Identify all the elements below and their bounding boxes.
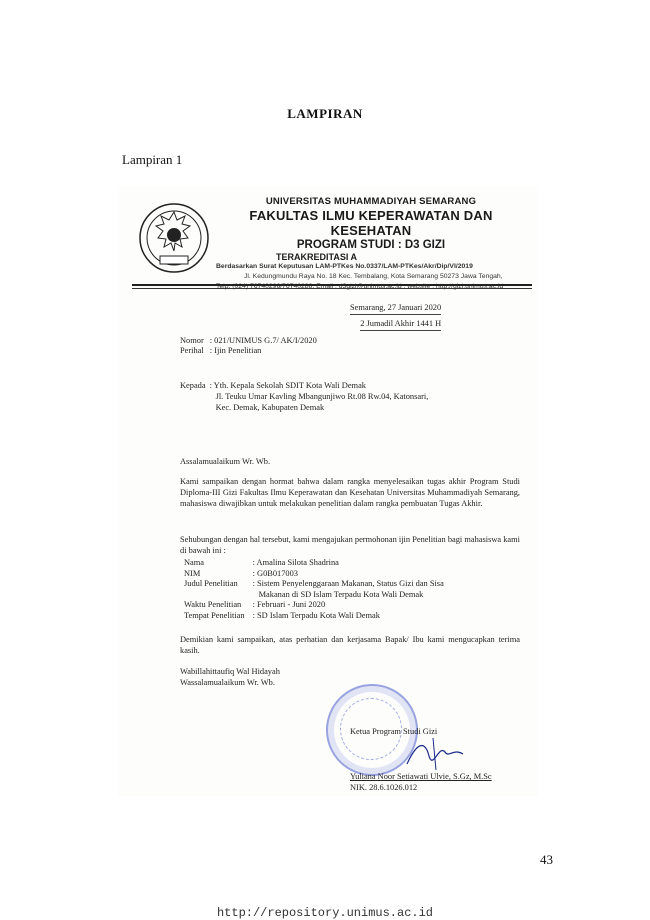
recipient-line-2: Jl. Teuku Umar Kavling Mbangunjiwo Rt.08 Rw.04, Katonsari, [215, 392, 429, 401]
perihal-value: : Ijin Penelitian [209, 346, 262, 355]
detail-value: : G0B017003 [252, 568, 298, 578]
wassalam-line: Wassalamualaikum Wr. Wb. [180, 678, 275, 687]
signatory-title: Ketua Program Studi Gizi [350, 727, 438, 736]
recipient-line-1: : Yth. Kepala Sekolah SDIT Kota Wali Demak [209, 381, 366, 390]
faculty-name: FAKULTAS ILMU KEPERAWATAN DAN KESEHATAN [249, 208, 493, 238]
contact-line: Telp. (024) 76740296/76740288, Email : d3gizi@unimus.ac.id ; website : http://gizi.unimus.ac.id [216, 283, 504, 290]
signatory-nik: NIK. 28.6.1026.012 [350, 783, 418, 792]
signatory-name: Yuliana Noor Setiawati Ulvie, S.Gz, M.Sc [350, 772, 492, 781]
scanned-letter [118, 186, 538, 796]
university-name: UNIVERSITAS MUHAMMADIYAH SEMARANG [265, 196, 477, 207]
nomor-value: : 021/UNIMUS G.7/ AK/I/2020 [209, 336, 317, 345]
paragraph-2: Sehubungan dengan hal tersebut, kami mengajukan permohonan ijin Penelitian bagi mahasiswa kami di bawah ini : [180, 535, 520, 555]
footer-url: http://repository.unimus.ac.id [216, 906, 434, 920]
closing-paragraph: Demikian kami sampaikan, atas perhatian dan kerjasama Bapak/ Ibu kami mengucapkan terima kasih. [180, 635, 520, 655]
page-number: 43 [540, 852, 553, 867]
page-title: LAMPIRAN [287, 106, 363, 121]
kepada-label: Kepada [180, 381, 206, 390]
detail-label: Judul Penelitian [184, 579, 238, 588]
detail-label: Tempat Penelitian [184, 610, 245, 620]
recipient-block [180, 380, 432, 413]
letterhead [216, 196, 526, 292]
program-name: PROGRAM STUDI : D3 GIZI [296, 239, 446, 251]
detail-value-cont: Makanan di SD Islam Terpadu Kota Wali Demak [258, 589, 424, 599]
attachment-label: Lampiran 1 [122, 152, 183, 167]
address-line: Jl. Kedungmundu Raya No. 18 Kec. Tembalang, Kota Semarang 50273 Jawa Tengah, [244, 273, 503, 280]
greeting: Assalamualaikum Wr. Wb. [180, 457, 271, 466]
detail-row-nim [184, 569, 452, 580]
detail-row-nama [184, 558, 452, 569]
detail-label: Waktu Penelitian [184, 600, 242, 609]
paragraph-1: Kami sampaikan dengan hormat bahwa dalam rangka menyelesaikan tugas akhir Program Studi Diploma-III Gizi Fakultas Ilmu Keperawatan dan Kesehatan Universitas Muhammadiyah Semarang, mahasiswa diwajibkan untuk melakukan penelitian dalam rangka pembuatan Tugas Akhir. [180, 477, 520, 508]
detail-row-tempat [184, 611, 452, 622]
handwritten-signature [403, 734, 473, 774]
nomor-label: Nomor [180, 336, 204, 345]
hijri-date: 2 Jumadil Akhir 1441 H [360, 318, 441, 331]
letterhead-divider-thin [132, 288, 532, 289]
perihal-label: Perihal [180, 346, 204, 355]
recipient-line-3: Kec. Demak, Kabupaten Demak [215, 403, 325, 412]
university-logo-icon [138, 202, 210, 274]
letterhead-divider [132, 284, 532, 286]
accreditation: TERAKREDITASI A [276, 252, 357, 262]
detail-value: : SD Islam Terpadu Kota Wali Demak [252, 610, 380, 620]
wabillahi-line: Wabillahittaufiq Wal Hidayah [180, 667, 280, 676]
decree-line: Berdasarkan Surat Keputusan LAM-PTKes No.0337/LAM-PTKes/Akr/Dip/VI/2019 [216, 263, 473, 270]
student-details [184, 558, 452, 621]
detail-value: : Amalina Silota Shadrina [252, 558, 339, 567]
detail-row-waktu [184, 600, 452, 611]
detail-value: : Februari - Juni 2020 [252, 600, 326, 609]
detail-value: : Sistem Penyelenggaraan Makanan, Status Gizi dan Sisa [252, 579, 444, 588]
letter-date: Semarang, 27 Januari 2020 [350, 302, 441, 315]
letter-date-block [350, 302, 441, 334]
letter-meta [180, 336, 323, 356]
detail-row-judul [184, 579, 452, 600]
detail-label: NIM [184, 568, 201, 578]
detail-label: Nama [184, 558, 204, 567]
